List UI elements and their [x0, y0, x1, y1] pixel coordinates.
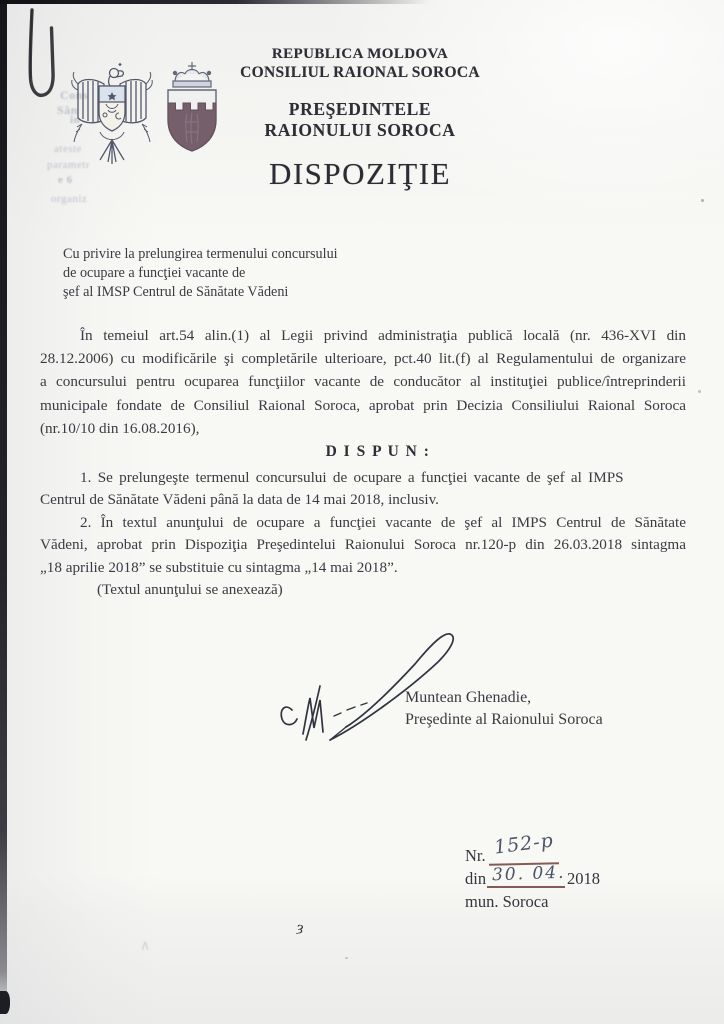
- subject-line: Cu privire la prelungirea termenului concursului: [63, 246, 338, 262]
- bleed-through-text: Săn: [57, 103, 78, 117]
- preamble-line: (nr.10/10 din 16.08.2016),: [40, 419, 200, 437]
- signatory-name: Muntean Ghenadie,: [405, 689, 532, 706]
- nr-label: Nr.: [465, 846, 486, 865]
- preamble-line: În temeiul art.54 alin.(1) al Legii privind administraţia publică locală (nr. 436-XVI din: [80, 327, 686, 344]
- handwritten-date: 30. 04.: [491, 862, 566, 886]
- scan-speck: [345, 957, 348, 959]
- header-country: REPUBLICA MOLDOVA: [271, 46, 449, 62]
- bleed-through-text: în: [70, 114, 81, 126]
- order-line: 2. În textul anunţului de ocupare a funcţiei vacante de şef al IMPS Centrul de Sănătate: [80, 513, 686, 531]
- bleed-through-text: parametr: [47, 159, 91, 171]
- bleed-through-text: ateste: [54, 143, 83, 155]
- subject-block: [63, 245, 393, 301]
- ink-smudge: ȝ: [295, 920, 306, 937]
- header-office-line2: RAIONULUI SOROCA: [264, 120, 456, 140]
- bleed-through-text: e 6: [58, 174, 73, 186]
- scan-edge-top: [0, 0, 430, 4]
- faint-pencil-mark: ∧: [140, 939, 151, 954]
- order-line: Vădeni, aprobat prin Dispoziţia Preşedintelui Raionului Soroca nr.120-p din 26.03.2018 sintagma: [40, 536, 686, 554]
- preamble-paragraph: [40, 324, 686, 440]
- place-line: mun. Soroca: [465, 892, 549, 911]
- order-paragraphs: [40, 467, 686, 601]
- preamble-line: 28.12.2006) cu modificările şi completările ulterioare, pct.40 lit.(f) al Regulamentului de organizare: [40, 350, 686, 368]
- paperclip-icon: [20, 4, 64, 113]
- preamble-line: a concursului pentru ocuparea funcţiilor vacante de conducător al instituţiei publice/întreprinderii: [40, 373, 686, 391]
- subject-line: şef al IMSP Centrul de Sănătate Vădeni: [63, 283, 289, 300]
- preamble-line: municipale fondate de Consiliul Raional Soroca, aprobat prin Decizia Consiliului Raional Soroca: [40, 396, 686, 414]
- din-label: din: [465, 869, 487, 888]
- year-printed: 2018: [567, 869, 600, 888]
- order-line: Centrul de Sănătate Vădeni până la data de 14 mai 2018, inclusiv.: [40, 491, 439, 509]
- header-office-line1: PREŞEDINTELE: [288, 99, 432, 119]
- scan-speck: [701, 199, 704, 202]
- subject-line: de ocupare a funcţiei vacante de: [63, 264, 246, 281]
- bleed-through-text: Cons: [60, 88, 89, 102]
- date-underline: [487, 886, 565, 888]
- order-heading: D I S P U N :: [325, 443, 431, 460]
- order-line: „18 aprilie 2018” se substituie cu sintagma „14 mai 2018”.: [40, 558, 398, 576]
- order-line: (Textul anunţului se anexează): [97, 581, 283, 599]
- scan-edge-bottom-left: [0, 991, 10, 1014]
- bleed-through-text: organiz: [51, 193, 88, 205]
- scan-speck: [698, 390, 701, 393]
- header-council: CONSILIUL RAIONAL SOROCA: [240, 64, 480, 81]
- handwritten-number: 152-p: [492, 829, 555, 859]
- scan-edge-left: [0, 0, 7, 1012]
- signatory-title: Preşedinte al Raionului Soroca: [405, 711, 603, 728]
- order-line: 1. Se prelungeşte termenul concursului de ocupare a funcţiei vacante de şef al IMPS: [80, 469, 624, 486]
- document-title: DISPOZIŢIE: [268, 156, 452, 191]
